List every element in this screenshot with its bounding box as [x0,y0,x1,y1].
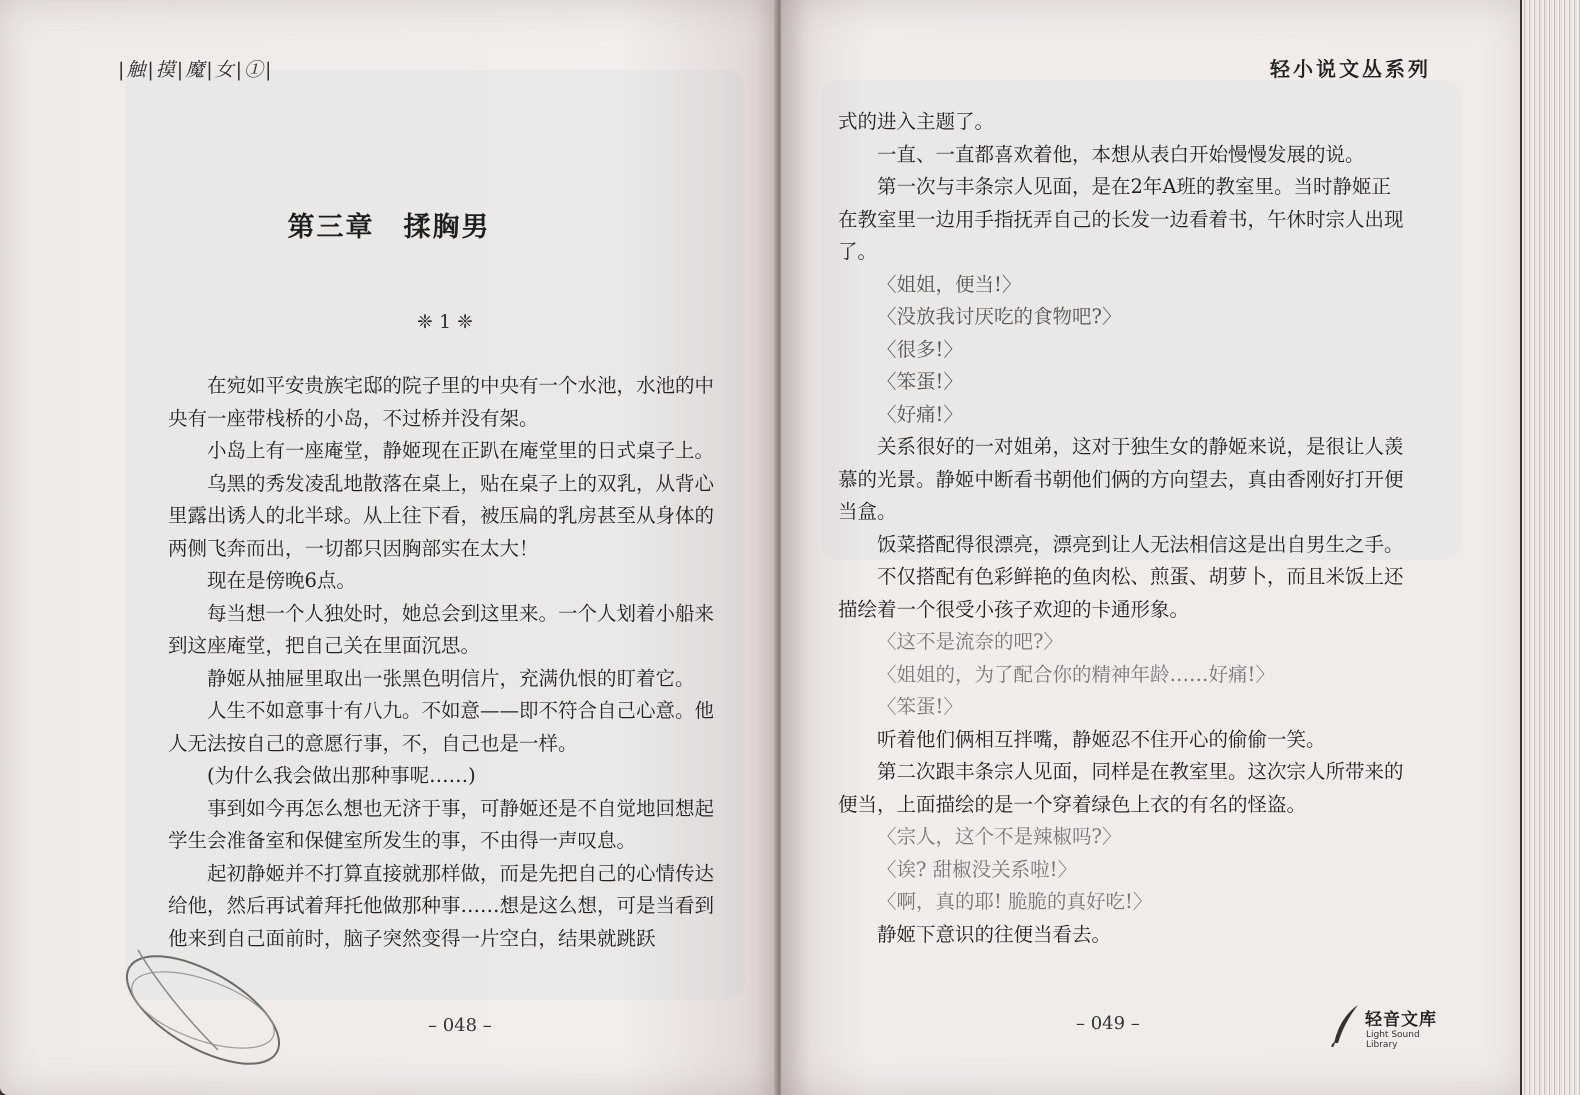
paragraph: (为什么我会做出那种事呢……) [207,764,476,787]
paragraph: 起初静姬并不打算直接就那样做，而是先把自己的心情传达给他，然后再试着拜托他做那种事……想是这么想，可是当看到他来到自己面前时，脑子突然变得一片空白，结果就跳跃 [168,861,715,950]
section-number: ❈ 1 ❈ [416,311,473,333]
paragraph: 关系很好的一对姐弟，这对于独生女的静姬来说，是很让人羡慕的光景。静姬中断看书朝他们俩的方向望去，真由香刚好打开便当盒。 [838,435,1404,523]
dialogue-line: 〈姐姐的，为了配合你的精神年龄……好痛!〉 [877,662,1275,686]
running-header-left: |触|摸|魔|女|①| [118,59,274,81]
paragraph: 一直、一直都喜欢着他，本想从表白开始慢慢发展的说。 [877,142,1365,166]
dialogue-line: 〈笨蛋!〉 [877,695,963,718]
dialogue-line: 〈没放我讨厌吃的食物吧?〉 [877,305,1122,328]
paragraph: 人生不如意事十有八九。不如意——即不符合自己心意。他人无法按自己的意愿行事，不，自己也是一样。 [168,699,715,755]
page-number-left: – 048 – [428,1015,492,1036]
paragraph: 静姬从抽屉里取出一张黑色明信片，充满仇恨的盯着它。 [207,666,695,690]
dialogue-line: 〈好痛!〉 [877,402,963,426]
left-body-text [168,370,730,955]
paragraph: 在宛如平安贵族宅邸的院子里的中央有一个水池，水池的中央有一座带栈桥的小岛，不过桥并没有架。 [168,374,715,430]
dialogue-line: 〈这不是流奈的吧?〉 [877,630,1063,653]
paragraph: 不仅搭配有色彩鲜艳的鱼肉松、煎蛋、胡萝卜，而且米饭上还描绘着一个很受小孩子欢迎的卡通形象。 [838,565,1404,621]
paragraph: 听着他们俩相互拌嘴，静姬忍不住开心的偷偷一笑。 [877,727,1326,751]
running-header-right: 轻小说文丛系列 [1270,57,1431,81]
dialogue-line: 〈宗人，这个不是辣椒吗?〉 [877,825,1122,848]
right-body-text [838,106,1410,951]
dialogue-line: 〈啊，真的耶! 脆脆的真好吃!〉 [877,890,1153,913]
dialogue-line: 〈诶? 甜椒没关系啦!〉 [877,857,1077,881]
dialogue-line: 〈很多!〉 [877,337,963,361]
page-number-right: – 049 – [1076,1013,1140,1034]
dialogue-line: 〈笨蛋!〉 [877,370,963,393]
paragraph: 每当想一个人独处时，她总会到这里来。一个人划着小船来到这座庵堂，把自己关在里面沉思。 [168,601,715,657]
publisher-logo [1330,1003,1450,1053]
swirl-ornament-icon [108,930,298,1080]
paragraph: 式的进入主题了。 [838,110,995,133]
page-stack-edge [1522,0,1580,1095]
chapter-title: 第三章 揉胸男 [287,212,491,243]
dialogue-line: 〈姐姐，便当!〉 [877,272,1022,296]
left-page [0,0,778,1095]
paragraph: 小岛上有一座庵堂，静姬现在正趴在庵堂里的日式桌子上。 [207,439,715,462]
publisher-name: 轻音文库 [1365,1010,1437,1030]
paragraph: 静姬下意识的往便当看去。 [877,922,1112,946]
paragraph: 第一次与丰条宗人见面，是在2年A班的教室里。当时静姬正在教室里一边用手指抚弄自己的长发一边看着书，午休时宗人出现了。 [838,175,1404,263]
quill-icon [1330,1003,1362,1047]
paragraph: 乌黑的秀发凌乱地散落在桌上，贴在桌子上的双乳，从背心里露出诱人的北半球。从上往下看，被压扁的乳房甚至从身体的两侧飞奔而出，一切都只因胸部实在太大！ [168,471,715,560]
publisher-subtitle: Light Sound Library [1366,1030,1420,1050]
paragraph: 第二次跟丰条宗人见面，同样是在教室里。这次宗人所带来的便当，上面描绘的是一个穿着绿色上衣的有名的怪盗。 [838,760,1404,816]
paragraph: 现在是傍晚6点。 [207,569,356,592]
paragraph: 事到如今再怎么想也无济于事，可静姬还是不自觉地回想起学生会准备室和保健室所发生的事，不由得一声叹息。 [168,796,715,852]
paragraph: 饭菜搭配得很漂亮，漂亮到让人无法相信这是出自男生之手。 [877,532,1404,556]
